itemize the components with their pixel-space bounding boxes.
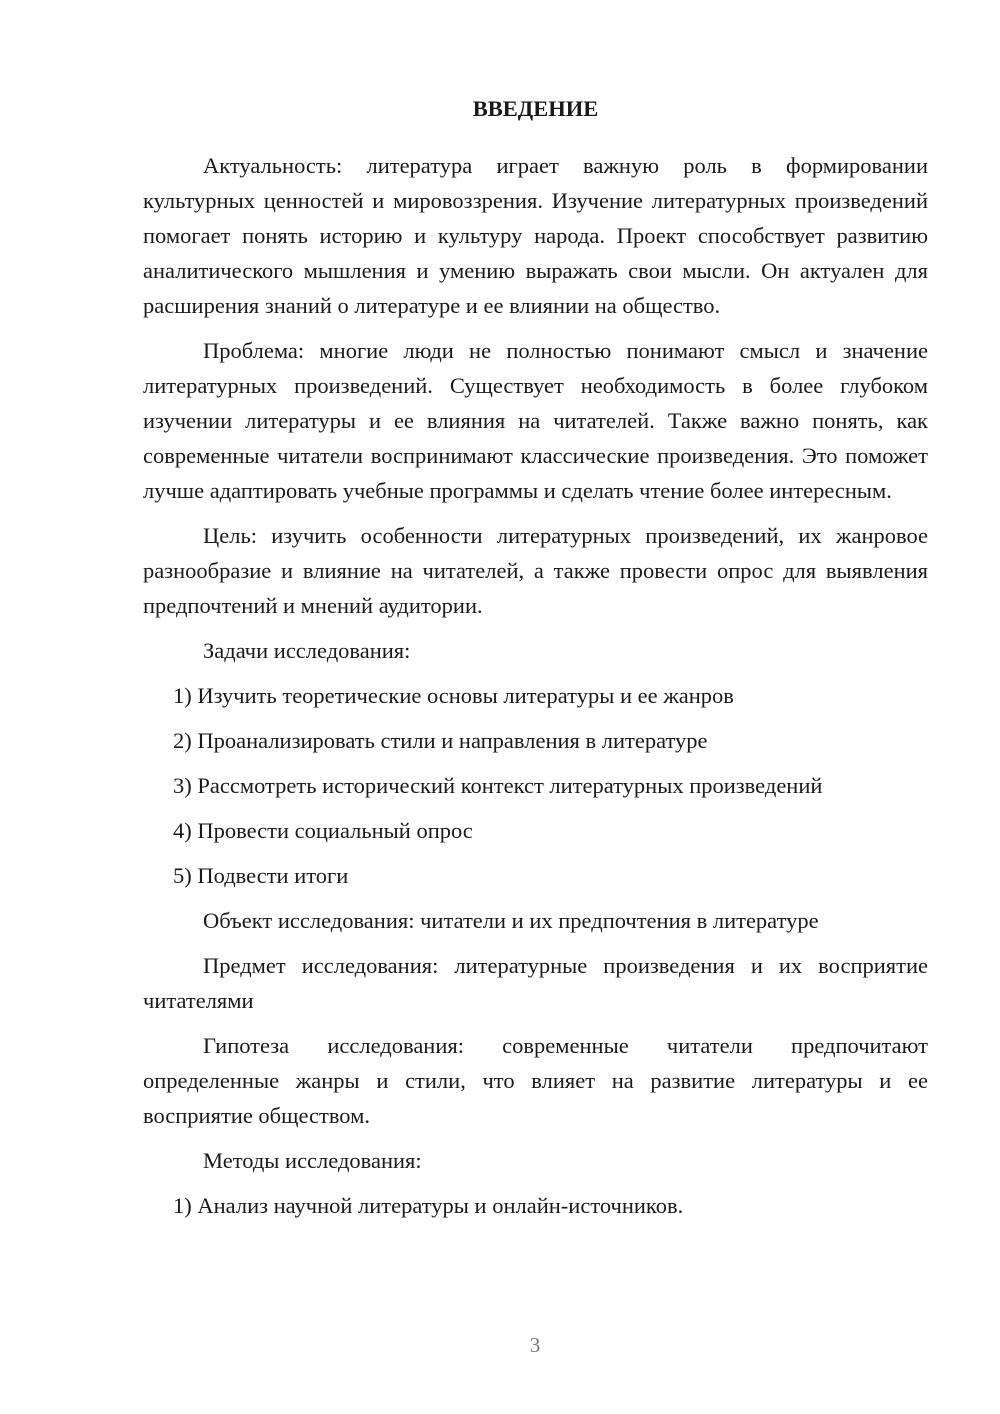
tasks-label: Задачи исследования: xyxy=(203,638,411,663)
relevance-paragraph: Актуальность: литература играет важную роль в формировании культурных ценностей и мировоззрения. Изучение литературных произведений помогает понять историю и культуру народа. Проект способствует развитию аналитического мышления и умению выражать свои мысли. Он актуален для расширения знаний о литературе и ее влиянии на общество. xyxy=(143,153,928,318)
document-page xyxy=(143,90,928,1233)
goal-paragraph: Цель: изучить особенности литературных произведений, их жанровое разнообразие и влияние на читателей, а также провести опрос для выявления предпочтений и мнений аудитории. xyxy=(143,523,928,618)
list-item: 5) Подвести итоги xyxy=(173,863,349,888)
methods-label: Методы исследования: xyxy=(203,1148,422,1173)
list-item: 1) Анализ научной литературы и онлайн-источников. xyxy=(173,1193,684,1218)
page-title: ВВЕДЕНИЕ xyxy=(472,96,599,121)
list-item: 1) Изучить теоретические основы литературы и ее жанров xyxy=(173,683,734,708)
subject-paragraph: Предмет исследования: литературные произведения и их восприятие читателями xyxy=(143,953,928,1013)
list-item: 3) Рассмотреть исторический контекст литературных произведений xyxy=(173,773,823,798)
problem-paragraph: Проблема: многие люди не полностью понимают смысл и значение литературных произведений. Существует необходимость в более глубоком изучении литературы и ее влияния на читателей. Также важно понять, как современные читатели воспринимают классические произведения. Это поможет лучше адаптировать учебные программы и сделать чтение более интересным. xyxy=(143,338,928,503)
list-item: 4) Провести социальный опрос xyxy=(173,818,473,843)
page-number: 3 xyxy=(529,1333,541,1357)
object-line: Объект исследования: читатели и их предпочтения в литературе xyxy=(203,908,819,933)
hypothesis-paragraph: Гипотеза исследования: современные читатели предпочитают определенные жанры и стили, что влияет на развитие литературы и ее восприятие обществом. xyxy=(143,1033,928,1128)
list-item: 2) Проанализировать стили и направления в литературе xyxy=(173,728,708,753)
